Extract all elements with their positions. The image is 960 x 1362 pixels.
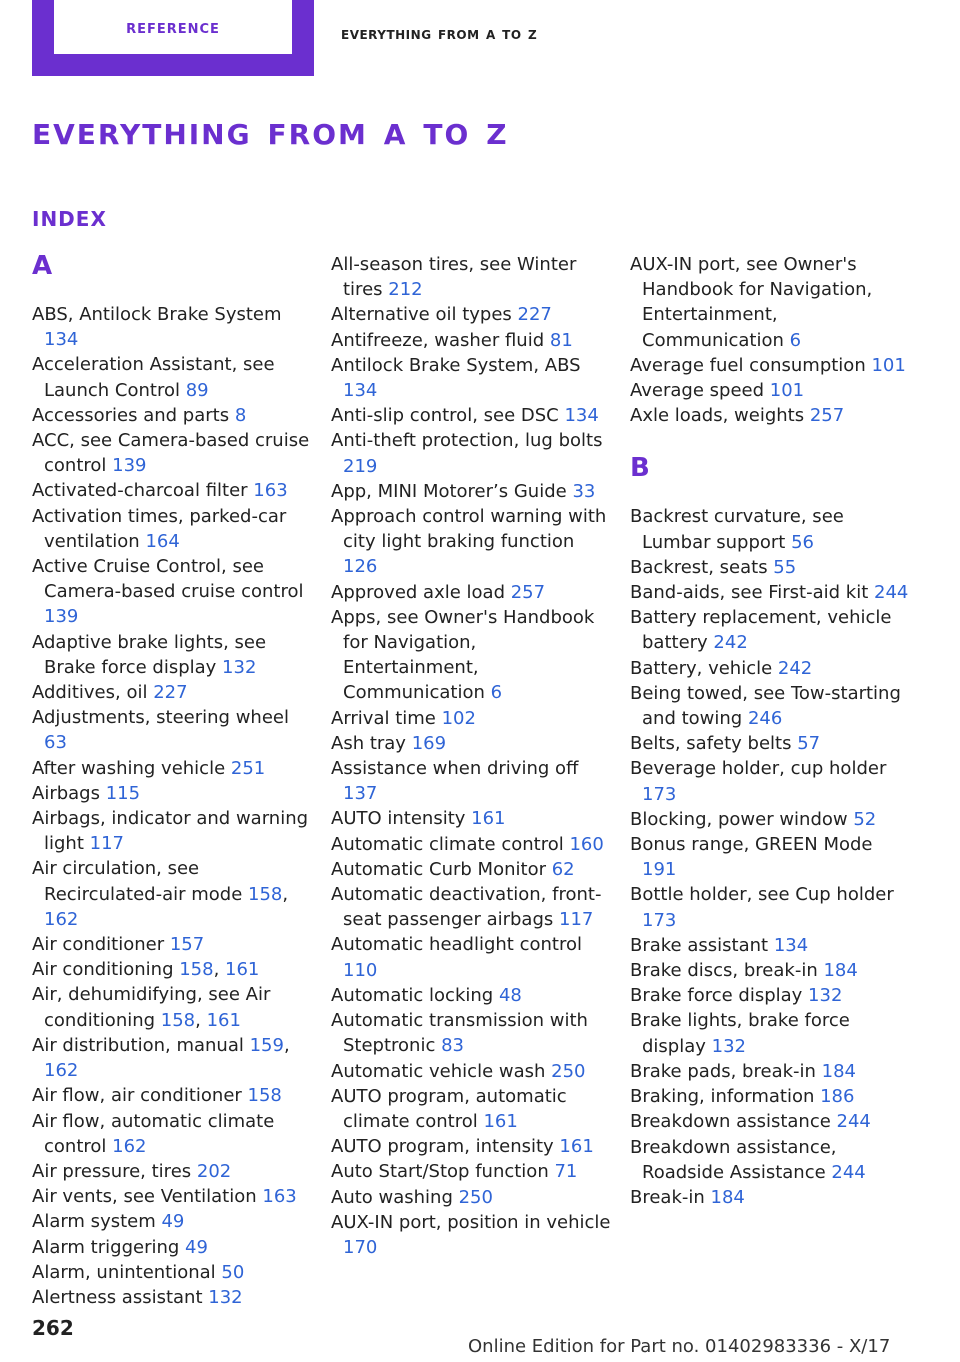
index-entry bbox=[331, 731, 611, 756]
index-entry-term: Acceleration Assistant, see Launch Control bbox=[32, 354, 275, 401]
page-reference-link[interactable]: 162 bbox=[44, 1060, 79, 1082]
page-reference-link[interactable]: 50 bbox=[221, 1261, 245, 1283]
page-reference-link[interactable]: 161 bbox=[559, 1136, 594, 1158]
index-entry bbox=[630, 731, 910, 756]
index-title: index bbox=[32, 200, 107, 233]
page-reference-link[interactable]: 173 bbox=[642, 909, 677, 931]
index-entry-term: Belts, safety belts bbox=[630, 733, 798, 755]
index-entry bbox=[32, 932, 312, 957]
index-entry bbox=[331, 983, 611, 1008]
index-entry bbox=[32, 504, 312, 554]
index-entry-term: Being towed, see Tow-starting and towing bbox=[630, 682, 901, 730]
index-entry bbox=[630, 1008, 910, 1058]
page-reference-link[interactable]: 57 bbox=[797, 733, 821, 755]
index-entry bbox=[331, 1185, 611, 1210]
page-reference-link[interactable]: 170 bbox=[343, 1236, 378, 1258]
index-entry bbox=[630, 1185, 910, 1210]
page-number: 262 bbox=[32, 1316, 74, 1340]
index-entry: Air circulation, see Recirculated-air mode 158, 162 bbox=[32, 858, 289, 930]
index-entry-term: Antilock Brake System, ABS bbox=[331, 354, 581, 376]
index-entry-term: Breakdown assistance, Roadside Assistance bbox=[630, 1136, 837, 1183]
index-entry bbox=[32, 428, 312, 478]
index-entry-term: Brake force display bbox=[630, 985, 809, 1007]
page-reference-link[interactable]: 139 bbox=[112, 455, 147, 477]
index-entry: Air distribution, manual 159, 162 bbox=[32, 1034, 290, 1082]
index-entry bbox=[630, 605, 910, 655]
page-reference-link[interactable]: 184 bbox=[710, 1186, 745, 1208]
index-entry: Air conditioning 158, 161 bbox=[32, 959, 260, 981]
index-entry bbox=[331, 328, 611, 353]
index-entry-term: Band-aids, see First-aid kit bbox=[630, 582, 874, 604]
page-reference-link[interactable]: 8 bbox=[234, 404, 247, 426]
index-entry-term: After washing vehicle bbox=[32, 757, 231, 779]
index-entry-term: Accessories and parts bbox=[32, 404, 235, 426]
index-entry-term: Air, dehumidifying, see Air conditioning bbox=[32, 984, 271, 1031]
page-reference-link[interactable]: 101 bbox=[871, 354, 906, 376]
index-entry-term: Anti-slip control, see DSC bbox=[331, 405, 565, 427]
index-entry-term: Automatic climate control bbox=[331, 833, 570, 855]
page-reference-link[interactable]: 242 bbox=[777, 657, 813, 679]
index-entry-term: Braking, information bbox=[630, 1086, 821, 1108]
index-entry-term: Ash tray bbox=[331, 732, 412, 754]
index-entry bbox=[32, 630, 312, 680]
page-reference-link[interactable]: 6 bbox=[789, 329, 802, 351]
index-entry bbox=[630, 580, 910, 605]
index-entry bbox=[32, 1235, 312, 1260]
index-entry bbox=[630, 353, 910, 378]
index-entry bbox=[331, 504, 611, 580]
page-reference-link[interactable]: 158 bbox=[248, 883, 283, 905]
index-entry bbox=[32, 478, 312, 503]
index-entry bbox=[630, 756, 910, 806]
index-entry-term: Blocking, power window bbox=[630, 808, 854, 830]
index-entry-term: Active Cruise Control, see Camera-based cruise control bbox=[32, 556, 304, 603]
index-entry bbox=[630, 403, 910, 428]
index-entry bbox=[32, 705, 312, 755]
page-reference-link[interactable]: 132 bbox=[222, 656, 257, 678]
index-entry bbox=[32, 756, 312, 781]
index-entry bbox=[331, 1159, 611, 1184]
index-entry-term: AUX-IN port, see Owner's Handbook for Navigation, Entertainment, Communication bbox=[630, 254, 873, 351]
page-reference-link[interactable]: 184 bbox=[821, 1060, 857, 1082]
header-section-label: everything from a to z bbox=[341, 24, 538, 44]
index-entry-term: Battery, vehicle bbox=[630, 657, 778, 679]
index-entry-term: Auto Start/Stop function bbox=[331, 1161, 555, 1183]
index-entry-term: Bottle holder, see Cup holder bbox=[630, 884, 894, 906]
index-entry-term: Air pressure, tires bbox=[32, 1160, 197, 1182]
page-reference-link[interactable]: 169 bbox=[411, 732, 447, 754]
page-reference-link[interactable]: 71 bbox=[554, 1161, 578, 1183]
page-reference-link[interactable]: 244 bbox=[836, 1111, 871, 1133]
index-entry bbox=[32, 1285, 312, 1310]
index-entry bbox=[32, 1159, 312, 1184]
page-reference-link[interactable]: 52 bbox=[853, 808, 877, 830]
index-entry bbox=[32, 302, 312, 352]
index-letter-b: B bbox=[630, 453, 650, 484]
index-entry-term: Airbags bbox=[32, 782, 106, 804]
index-entry bbox=[630, 1109, 910, 1134]
index-entry bbox=[331, 1210, 611, 1260]
index-entry-term: Brake assistant bbox=[630, 934, 774, 956]
index-entry-term: Automatic transmission with Steptronic bbox=[331, 1010, 588, 1057]
index-entry-term: Alarm triggering bbox=[32, 1236, 186, 1258]
index-entry-term: Air circulation, see Recirculated-air mode bbox=[32, 858, 248, 905]
page-reference-link[interactable]: 157 bbox=[169, 934, 205, 956]
page-reference-link[interactable]: 257 bbox=[809, 405, 845, 427]
index-entry bbox=[331, 857, 611, 882]
index-entry bbox=[331, 479, 611, 504]
index-entry-term: Automatic locking bbox=[331, 984, 499, 1006]
index-entry-term: Additives, oil bbox=[32, 682, 154, 704]
index-entry-term: Activated-charcoal filter bbox=[32, 480, 254, 502]
page-reference-link[interactable]: 161 bbox=[483, 1110, 518, 1132]
index-entry-term: Brake discs, break-in bbox=[630, 960, 824, 982]
page-reference-link[interactable]: 158 bbox=[247, 1085, 282, 1107]
page-reference-link[interactable]: 159 bbox=[249, 1034, 284, 1056]
index-entry bbox=[32, 352, 312, 402]
index-entry bbox=[331, 428, 611, 478]
index-entry bbox=[630, 1059, 910, 1084]
index-entry bbox=[630, 882, 910, 932]
page-reference-link[interactable]: 202 bbox=[196, 1160, 232, 1182]
page-reference-link[interactable]: 132 bbox=[711, 1035, 746, 1057]
page-reference-link[interactable]: 173 bbox=[642, 783, 677, 805]
page-reference-link[interactable]: 49 bbox=[185, 1236, 208, 1258]
index-entry-term: Alarm system bbox=[32, 1211, 162, 1233]
page-reference-link[interactable]: 101 bbox=[769, 380, 805, 402]
index-entry bbox=[331, 403, 611, 428]
index-entry bbox=[32, 403, 312, 428]
index-entry bbox=[331, 1059, 611, 1084]
index-entry bbox=[630, 504, 910, 554]
index-entry bbox=[630, 681, 910, 731]
index-column-2 bbox=[331, 252, 611, 1260]
page-reference-link[interactable]: 219 bbox=[343, 455, 378, 477]
page-reference-link[interactable]: 227 bbox=[153, 682, 188, 704]
page-reference-link[interactable]: 244 bbox=[874, 582, 909, 604]
index-entry-term: Anti-theft protection, lug bolts bbox=[331, 430, 603, 452]
index-entry-term: AUTO intensity bbox=[331, 808, 472, 830]
index-entry bbox=[630, 1135, 910, 1185]
page-reference-link[interactable]: 132 bbox=[208, 1286, 243, 1308]
page-reference-link[interactable]: 250 bbox=[458, 1186, 493, 1208]
page-reference-link[interactable]: 132 bbox=[808, 985, 843, 1007]
index-entry bbox=[331, 580, 611, 605]
page-reference-link[interactable]: 55 bbox=[773, 556, 797, 578]
page-reference-link[interactable]: 242 bbox=[713, 632, 748, 654]
index-entry bbox=[630, 378, 910, 403]
page-reference-link[interactable]: 83 bbox=[441, 1035, 464, 1057]
page-reference-link[interactable]: 161 bbox=[225, 959, 260, 981]
index-entry bbox=[331, 353, 611, 403]
index-entry bbox=[331, 1008, 611, 1058]
page-reference-link[interactable]: 115 bbox=[105, 782, 141, 804]
index-entry-term: Adaptive brake lights, see Brake force display bbox=[32, 631, 267, 678]
index-entry bbox=[331, 302, 611, 327]
page-reference-link[interactable]: 63 bbox=[44, 732, 67, 754]
index-entry-term: Breakdown assistance bbox=[630, 1111, 837, 1133]
index-entry bbox=[331, 605, 611, 706]
page-reference-link[interactable]: 161 bbox=[206, 1009, 241, 1031]
index-entry bbox=[331, 756, 611, 806]
index-entry-term: Airbags, indicator and warning light bbox=[32, 808, 309, 855]
index-entry-term: Break-in bbox=[630, 1186, 711, 1208]
page-reference-link[interactable]: 137 bbox=[343, 783, 378, 805]
page-reference-link[interactable]: 102 bbox=[441, 707, 476, 729]
index-entry bbox=[331, 832, 611, 857]
index-entry-term: Air vents, see Ventilation bbox=[32, 1186, 263, 1208]
index-entry-term: Air conditioning bbox=[32, 959, 180, 981]
page-reference-link[interactable]: 227 bbox=[517, 304, 552, 326]
index-entry-term: Arrival time bbox=[331, 707, 442, 729]
index-entry-term: Air flow, air conditioner bbox=[32, 1085, 248, 1107]
index-entry-term: Average speed bbox=[630, 380, 770, 402]
index-entry-term: Automatic vehicle wash bbox=[331, 1060, 552, 1082]
index-entry bbox=[32, 1109, 312, 1159]
index-entry-term: Activation times, parked-car ventilation bbox=[32, 505, 287, 552]
page-reference-link[interactable]: 244 bbox=[831, 1161, 866, 1183]
page-title: everything from a to z bbox=[32, 108, 509, 154]
page-reference-link[interactable]: 162 bbox=[112, 1135, 147, 1157]
page-reference-link[interactable]: 48 bbox=[498, 984, 522, 1006]
index-entry-term: Auto washing bbox=[331, 1186, 459, 1208]
edition-footer: Online Edition for Part no. 01402983336 - X/17 bbox=[468, 1336, 891, 1357]
page-reference-link[interactable]: 158 bbox=[160, 1009, 196, 1031]
index-column-1 bbox=[32, 252, 312, 1310]
index-entry-term: Brake lights, brake force display bbox=[630, 1010, 850, 1057]
index-entry bbox=[331, 932, 611, 982]
index-entry bbox=[630, 958, 910, 983]
index-entry-term: Axle loads, weights bbox=[630, 405, 810, 427]
index-entry-term: Air conditioner bbox=[32, 934, 170, 956]
index-entry-term: Alarm, unintentional bbox=[32, 1261, 222, 1283]
page-reference-link[interactable]: 110 bbox=[343, 959, 378, 981]
index-entry-term: Backrest, seats bbox=[630, 556, 774, 578]
index-entry bbox=[630, 252, 910, 353]
page-reference-link[interactable]: 49 bbox=[161, 1211, 185, 1233]
page-reference-link[interactable]: 251 bbox=[230, 757, 266, 779]
index-entry-term: Brake pads, break-in bbox=[630, 1060, 822, 1082]
page-reference-link[interactable]: 257 bbox=[510, 581, 546, 603]
page-reference-link[interactable]: 163 bbox=[253, 480, 288, 502]
index-entry bbox=[331, 252, 611, 302]
index-entry bbox=[630, 1084, 910, 1109]
index-entry-term: Adjustments, steering wheel bbox=[32, 707, 289, 729]
index-entry-term: Beverage holder, cup holder bbox=[630, 758, 887, 780]
index-entry-term: Assistance when driving off bbox=[331, 758, 579, 780]
page-reference-link[interactable]: 191 bbox=[642, 859, 677, 881]
index-entry-term: Alternative oil types bbox=[331, 304, 518, 326]
page-reference-link[interactable]: 81 bbox=[549, 329, 573, 351]
page-reference-link[interactable]: 62 bbox=[551, 858, 575, 880]
page-reference-link[interactable]: 134 bbox=[44, 329, 79, 351]
page-reference-link[interactable]: 56 bbox=[791, 531, 814, 553]
index-column-3 bbox=[630, 252, 910, 1210]
index-entry bbox=[630, 656, 910, 681]
index-entry-term: Air flow, automatic climate control bbox=[32, 1110, 275, 1157]
page-reference-link[interactable]: 134 bbox=[564, 405, 599, 427]
index-entry-term: AUTO program, intensity bbox=[331, 1136, 560, 1158]
page-reference-link[interactable]: 134 bbox=[343, 380, 378, 402]
index-entry bbox=[630, 983, 910, 1008]
page-reference-link[interactable]: 212 bbox=[388, 279, 423, 301]
index-letter-a: A bbox=[32, 251, 53, 281]
page-reference-link[interactable]: 161 bbox=[471, 808, 506, 830]
index-entry-term: Approach control warning with city light braking function bbox=[331, 506, 607, 553]
page-reference-link[interactable]: 160 bbox=[569, 833, 604, 855]
page-reference-link[interactable]: 158 bbox=[179, 959, 214, 981]
index-entry bbox=[32, 781, 312, 806]
index-entry bbox=[331, 806, 611, 831]
index-entry bbox=[630, 933, 910, 958]
index-entry-term: Approved axle load bbox=[331, 581, 511, 603]
index-entry-term: ACC, see Camera-based cruise control bbox=[32, 430, 310, 477]
index-entry-term: All-season tires, see Winter tires bbox=[331, 254, 577, 301]
index-entry-term: Bonus range, GREEN Mode bbox=[630, 834, 873, 856]
index-entry bbox=[331, 706, 611, 731]
index-entry-term: App, MINI Motorer’s Guide bbox=[331, 480, 573, 502]
page-reference-link[interactable]: 6 bbox=[490, 682, 503, 704]
page-reference-link[interactable]: 186 bbox=[820, 1086, 855, 1108]
page-reference-link[interactable]: 117 bbox=[89, 833, 124, 855]
index-entry-term: Average fuel consumption bbox=[630, 354, 872, 376]
page-reference-link[interactable]: 162 bbox=[44, 908, 79, 930]
index-entry-term: AUTO program, automatic climate control bbox=[331, 1085, 567, 1132]
page-reference-link[interactable]: 117 bbox=[559, 909, 594, 931]
index-entry-term: ABS, Antilock Brake System bbox=[32, 304, 282, 325]
index-entry-term: AUX-IN port, position in vehicle bbox=[331, 1211, 611, 1233]
index-entry bbox=[32, 1083, 312, 1108]
index-entry bbox=[630, 807, 910, 832]
page-reference-link[interactable]: 163 bbox=[262, 1186, 297, 1208]
page-reference-link[interactable]: 246 bbox=[747, 708, 783, 730]
index-entry-term: Air distribution, manual bbox=[32, 1034, 250, 1056]
index-entry bbox=[331, 882, 611, 932]
index-entry-term: Battery replacement, vehicle battery bbox=[630, 607, 892, 654]
index-entry-term: Apps, see Owner's Handbook for Navigation, Entertainment, Communication bbox=[331, 606, 595, 704]
index-entry-term: Backrest curvature, see Lumbar support bbox=[630, 506, 844, 553]
page-reference-link[interactable]: 164 bbox=[145, 530, 180, 552]
index-entry-term: Automatic headlight control bbox=[331, 934, 582, 956]
index-entry bbox=[32, 1260, 312, 1285]
index-entry-term: Antifreeze, washer fluid bbox=[331, 329, 550, 351]
index-entry-term: Automatic Curb Monitor bbox=[331, 858, 552, 880]
index-entry bbox=[630, 832, 910, 882]
page-reference-link[interactable]: 250 bbox=[551, 1060, 586, 1082]
page-reference-link[interactable]: 184 bbox=[823, 960, 858, 982]
index-entry-term: Alertness assistant bbox=[32, 1286, 209, 1308]
index-entry: Air, dehumidifying, see Air conditioning 158, 161 bbox=[32, 984, 271, 1031]
index-entry bbox=[32, 1184, 312, 1209]
index-entry bbox=[32, 680, 312, 705]
page-reference-link[interactable]: 89 bbox=[185, 379, 209, 401]
index-entry-term: Automatic deactivation, front-seat passenger airbags bbox=[331, 884, 602, 931]
index-entry bbox=[331, 1084, 611, 1134]
header-tab bbox=[32, 0, 314, 76]
index-entry bbox=[32, 806, 312, 856]
page-reference-link[interactable]: 134 bbox=[773, 934, 809, 956]
index-entry bbox=[32, 554, 312, 630]
header-tab-label: reference bbox=[54, 0, 292, 54]
index-entry bbox=[32, 1209, 312, 1234]
page-reference-link[interactable]: 33 bbox=[572, 480, 596, 502]
index-entry bbox=[630, 555, 910, 580]
page-reference-link[interactable]: 126 bbox=[343, 556, 378, 578]
page-reference-link[interactable]: 139 bbox=[44, 606, 79, 628]
index-entry bbox=[331, 1134, 611, 1159]
